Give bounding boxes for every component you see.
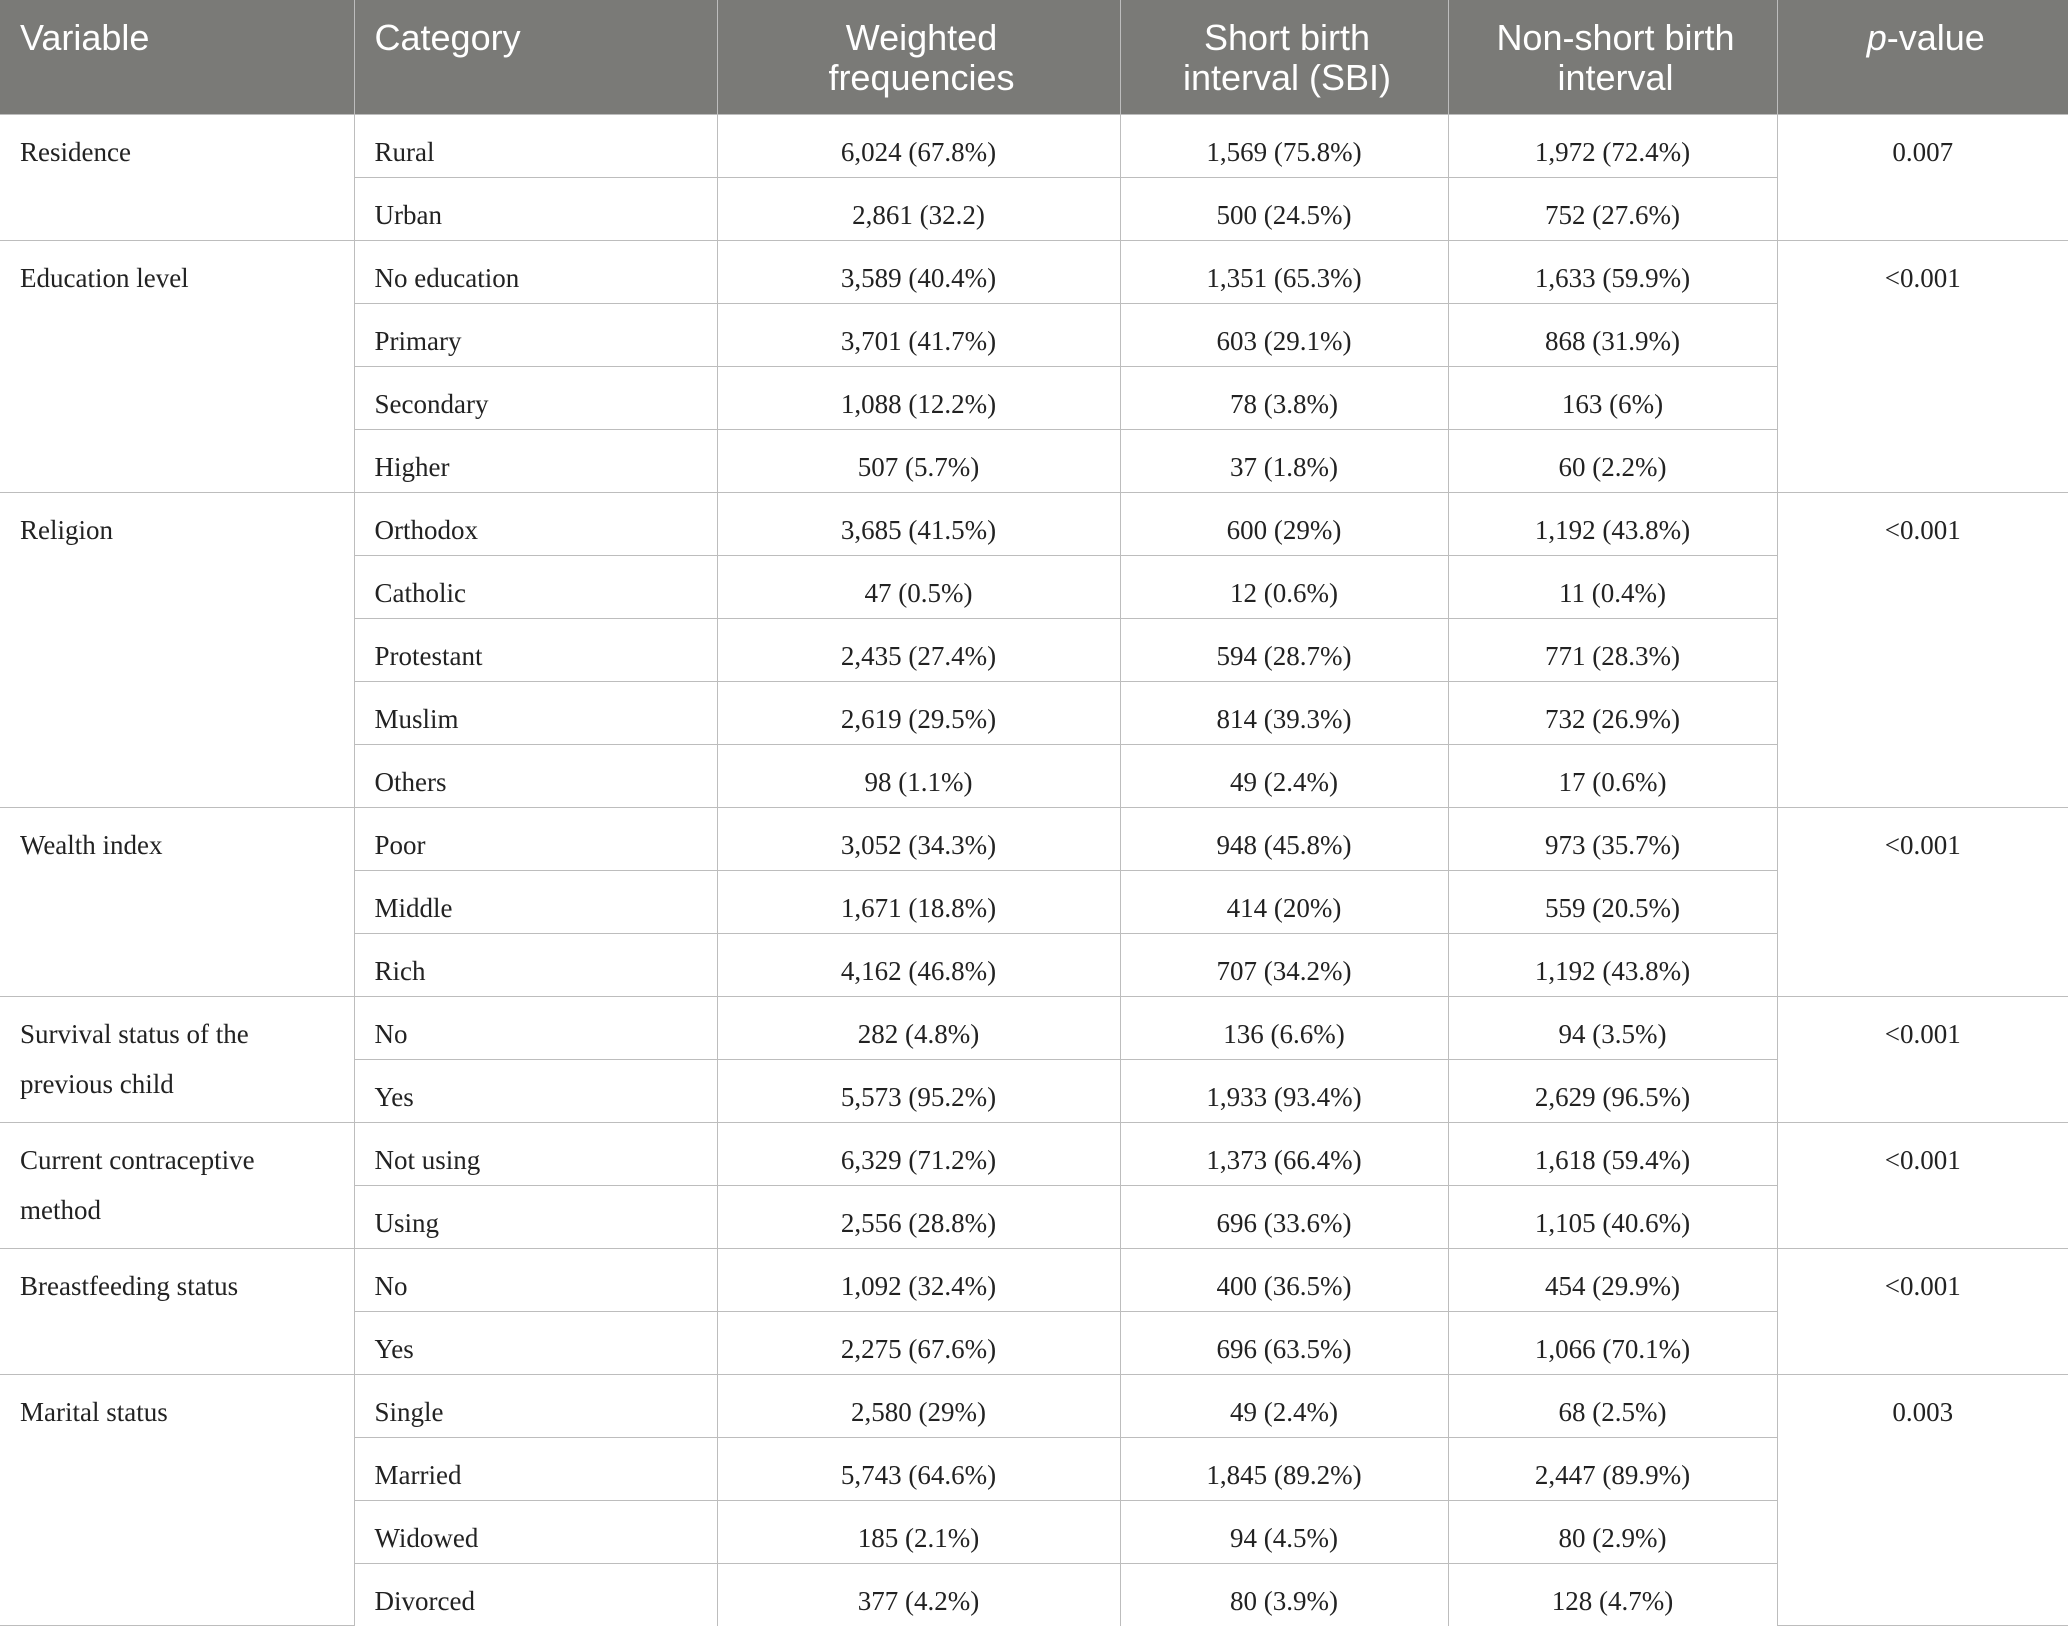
category-cell: No education	[354, 240, 717, 303]
variable-label: Education level	[20, 262, 189, 293]
variable-cell	[0, 1122, 354, 1248]
sbi-cell: 603 (29.1%)	[1120, 303, 1448, 366]
sbi-cell: 500 (24.5%)	[1120, 177, 1448, 240]
sbi-cell: 707 (34.2%)	[1120, 933, 1448, 996]
sbi-cell: 600 (29%)	[1120, 492, 1448, 555]
weighted-frequency-cell: 2,861 (32.2)	[717, 177, 1120, 240]
category-cell: Rural	[354, 114, 717, 177]
header-row	[0, 0, 2068, 114]
p-value-cell: <0.001	[1777, 1122, 2068, 1248]
non-sbi-cell: 1,192 (43.8%)	[1448, 492, 1777, 555]
weighted-frequency-cell: 185 (2.1%)	[717, 1500, 1120, 1563]
non-sbi-cell: 128 (4.7%)	[1448, 1563, 1777, 1626]
sbi-cell: 1,933 (93.4%)	[1120, 1059, 1448, 1122]
weighted-frequency-cell: 3,685 (41.5%)	[717, 492, 1120, 555]
header-short-birth-interval: Short birth interval (SBI)	[1120, 0, 1448, 114]
category-cell: Primary	[354, 303, 717, 366]
category-cell: Widowed	[354, 1500, 717, 1563]
table-body	[0, 114, 2068, 1626]
non-sbi-cell: 68 (2.5%)	[1448, 1374, 1777, 1437]
sbi-cell: 136 (6.6%)	[1120, 996, 1448, 1059]
sbi-cell: 594 (28.7%)	[1120, 618, 1448, 681]
category-cell: No	[354, 996, 717, 1059]
sbi-cell: 414 (20%)	[1120, 870, 1448, 933]
non-sbi-cell: 1,105 (40.6%)	[1448, 1185, 1777, 1248]
variable-cell	[0, 996, 354, 1122]
sbi-cell: 1,845 (89.2%)	[1120, 1437, 1448, 1500]
p-value-cell: 0.003	[1777, 1374, 2068, 1626]
header-non-short-birth-interval: Non-short birth interval	[1448, 0, 1777, 114]
category-cell: No	[354, 1248, 717, 1311]
non-sbi-cell: 1,192 (43.8%)	[1448, 933, 1777, 996]
weighted-frequency-cell: 1,092 (32.4%)	[717, 1248, 1120, 1311]
non-sbi-cell: 17 (0.6%)	[1448, 744, 1777, 807]
variable-cell	[0, 1374, 354, 1626]
weighted-frequency-cell: 3,589 (40.4%)	[717, 240, 1120, 303]
p-value-cell: <0.001	[1777, 996, 2068, 1122]
category-cell: Urban	[354, 177, 717, 240]
header-category: Category	[354, 0, 717, 114]
weighted-frequency-cell: 5,743 (64.6%)	[717, 1437, 1120, 1500]
non-sbi-cell: 1,066 (70.1%)	[1448, 1311, 1777, 1374]
category-cell: Yes	[354, 1311, 717, 1374]
p-value-cell: <0.001	[1777, 240, 2068, 492]
weighted-frequency-cell: 3,701 (41.7%)	[717, 303, 1120, 366]
category-cell: Others	[354, 744, 717, 807]
non-sbi-cell: 1,618 (59.4%)	[1448, 1122, 1777, 1185]
non-sbi-cell: 732 (26.9%)	[1448, 681, 1777, 744]
non-sbi-cell: 559 (20.5%)	[1448, 870, 1777, 933]
sbi-cell: 814 (39.3%)	[1120, 681, 1448, 744]
non-sbi-cell: 94 (3.5%)	[1448, 996, 1777, 1059]
sbi-cell: 400 (36.5%)	[1120, 1248, 1448, 1311]
sbi-cell: 78 (3.8%)	[1120, 366, 1448, 429]
category-cell: Poor	[354, 807, 717, 870]
sbi-cell: 49 (2.4%)	[1120, 1374, 1448, 1437]
variable-label: Wealth index	[20, 829, 163, 860]
non-sbi-cell: 80 (2.9%)	[1448, 1500, 1777, 1563]
category-cell: Rich	[354, 933, 717, 996]
category-cell: Catholic	[354, 555, 717, 618]
category-cell: Middle	[354, 870, 717, 933]
category-cell: Not using	[354, 1122, 717, 1185]
category-cell: Divorced	[354, 1563, 717, 1626]
variable-label: Current contraceptive method	[20, 1144, 255, 1225]
sbi-cell: 49 (2.4%)	[1120, 744, 1448, 807]
table-row	[0, 240, 2068, 303]
header-weighted-frequencies: Weighted frequencies	[717, 0, 1120, 114]
weighted-frequency-cell: 6,329 (71.2%)	[717, 1122, 1120, 1185]
sbi-cell: 948 (45.8%)	[1120, 807, 1448, 870]
sbi-cell: 696 (63.5%)	[1120, 1311, 1448, 1374]
weighted-frequency-cell: 2,619 (29.5%)	[717, 681, 1120, 744]
category-cell: Single	[354, 1374, 717, 1437]
header-variable: Variable	[0, 0, 354, 114]
sbi-cell: 37 (1.8%)	[1120, 429, 1448, 492]
non-sbi-cell: 868 (31.9%)	[1448, 303, 1777, 366]
weighted-frequency-cell: 377 (4.2%)	[717, 1563, 1120, 1626]
variable-label: Residence	[20, 136, 131, 167]
non-sbi-cell: 752 (27.6%)	[1448, 177, 1777, 240]
table-row	[0, 1248, 2068, 1311]
weighted-frequency-cell: 4,162 (46.8%)	[717, 933, 1120, 996]
weighted-frequency-cell: 1,088 (12.2%)	[717, 366, 1120, 429]
non-sbi-cell: 2,447 (89.9%)	[1448, 1437, 1777, 1500]
variable-cell	[0, 492, 354, 807]
sbi-cell: 80 (3.9%)	[1120, 1563, 1448, 1626]
sbi-cell: 696 (33.6%)	[1120, 1185, 1448, 1248]
category-cell: Using	[354, 1185, 717, 1248]
weighted-frequency-cell: 5,573 (95.2%)	[717, 1059, 1120, 1122]
weighted-frequency-cell: 282 (4.8%)	[717, 996, 1120, 1059]
p-value-cell: 0.007	[1777, 114, 2068, 240]
category-cell: Higher	[354, 429, 717, 492]
non-sbi-cell: 973 (35.7%)	[1448, 807, 1777, 870]
sbi-cell: 1,373 (66.4%)	[1120, 1122, 1448, 1185]
weighted-frequency-cell: 1,671 (18.8%)	[717, 870, 1120, 933]
non-sbi-cell: 1,633 (59.9%)	[1448, 240, 1777, 303]
category-cell: Married	[354, 1437, 717, 1500]
variable-cell	[0, 114, 354, 240]
weighted-frequency-cell: 2,580 (29%)	[717, 1374, 1120, 1437]
variable-cell	[0, 807, 354, 996]
sbi-cell: 1,569 (75.8%)	[1120, 114, 1448, 177]
weighted-frequency-cell: 2,275 (67.6%)	[717, 1311, 1120, 1374]
weighted-frequency-cell: 47 (0.5%)	[717, 555, 1120, 618]
category-cell: Secondary	[354, 366, 717, 429]
variable-label: Survival status of the previous child	[20, 1018, 249, 1099]
variable-label: Marital status	[20, 1396, 168, 1427]
p-value-cell: <0.001	[1777, 492, 2068, 807]
sbi-cell: 94 (4.5%)	[1120, 1500, 1448, 1563]
variable-label: Breastfeeding status	[20, 1270, 239, 1301]
category-cell: Muslim	[354, 681, 717, 744]
non-sbi-cell: 60 (2.2%)	[1448, 429, 1777, 492]
p-value-cell: <0.001	[1777, 807, 2068, 996]
variable-cell	[0, 240, 354, 492]
non-sbi-cell: 163 (6%)	[1448, 366, 1777, 429]
variable-label: Religion	[20, 514, 113, 545]
category-cell: Protestant	[354, 618, 717, 681]
non-sbi-cell: 771 (28.3%)	[1448, 618, 1777, 681]
table-row	[0, 996, 2068, 1059]
weighted-frequency-cell: 98 (1.1%)	[717, 744, 1120, 807]
weighted-frequency-cell: 2,556 (28.8%)	[717, 1185, 1120, 1248]
table-row	[0, 114, 2068, 177]
table-row	[0, 1122, 2068, 1185]
category-cell: Yes	[354, 1059, 717, 1122]
table-row	[0, 1374, 2068, 1437]
sbi-cell: 1,351 (65.3%)	[1120, 240, 1448, 303]
non-sbi-cell: 1,972 (72.4%)	[1448, 114, 1777, 177]
table-row	[0, 807, 2068, 870]
header-p-value: p-value	[1777, 0, 2068, 114]
table-row	[0, 492, 2068, 555]
non-sbi-cell: 11 (0.4%)	[1448, 555, 1777, 618]
category-cell: Orthodox	[354, 492, 717, 555]
non-sbi-cell: 454 (29.9%)	[1448, 1248, 1777, 1311]
weighted-frequency-cell: 6,024 (67.8%)	[717, 114, 1120, 177]
p-value-cell: <0.001	[1777, 1248, 2068, 1374]
non-sbi-cell: 2,629 (96.5%)	[1448, 1059, 1777, 1122]
sbi-cell: 12 (0.6%)	[1120, 555, 1448, 618]
weighted-frequency-cell: 507 (5.7%)	[717, 429, 1120, 492]
variable-cell	[0, 1248, 354, 1374]
weighted-frequency-cell: 2,435 (27.4%)	[717, 618, 1120, 681]
weighted-frequency-cell: 3,052 (34.3%)	[717, 807, 1120, 870]
